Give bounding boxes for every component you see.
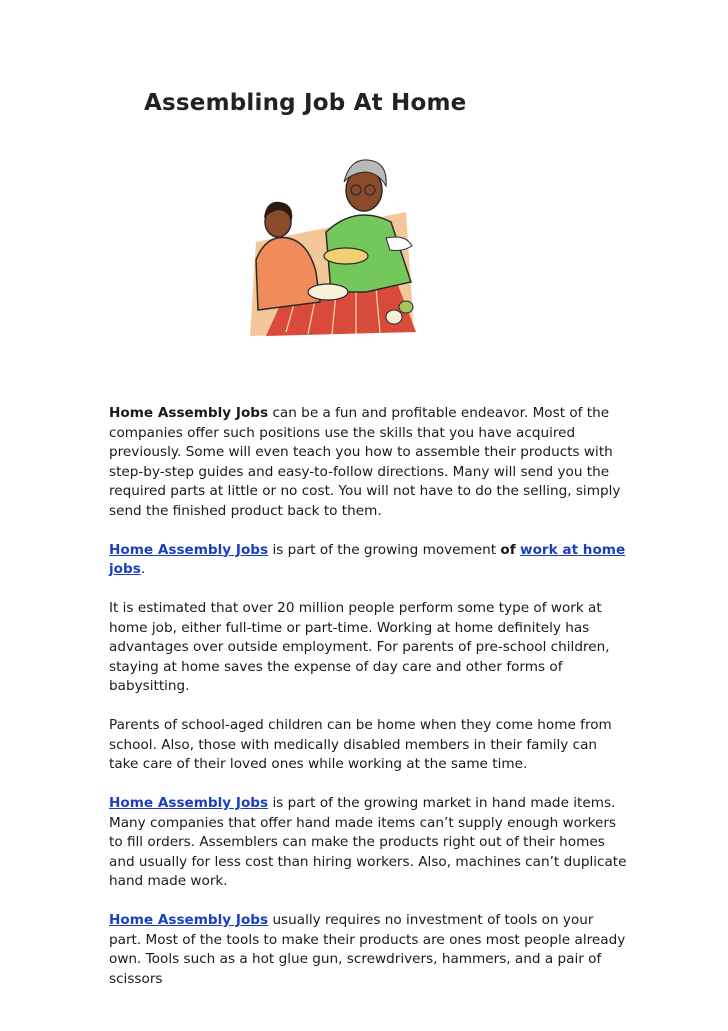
paragraph-3: It is estimated that over 20 million people perform some type of work at home job, either full-time or part-time. Working at home definitely has advantages over outside employment. For parents of pre-school children, staying at home saves the expense of day care and other forms of babysitting.: [109, 600, 610, 694]
paragraph-6-text: usually requires no investment of tools on your part. Most of the tools to make their products are ones most people already own. Tools such as a hot glue gun, screwdrivers, hammers, and a pair of scissors: [109, 912, 626, 987]
work-at-home-jobs-link[interactable]: work at home jobs: [109, 541, 626, 577]
paragraph-2-text: is part of the growing movement: [268, 541, 501, 558]
paragraph-2: [109, 541, 629, 580]
bold-of: of: [500, 541, 516, 558]
paragraph-4: Parents of school-aged children can be home when they come home from school. Also, those with medically disabled members in their family can take care of their loved ones while working at the same time.: [109, 717, 612, 772]
paragraph-1-text: can be a fun and profitable endeavor. Most of the companies offer such positions use the skills that you have acquired previously. Some will even teach you how to assemble their products with step-by-step guides and easy-to-follow directions. Many will send you the required parts at little or no cost. You will not have to do the selling, simply send the finished product back to them.: [109, 405, 621, 519]
bold-lead-term: Home Assembly Jobs: [109, 405, 269, 421]
home-assembly-jobs-link[interactable]: Home Assembly Jobs: [109, 912, 269, 928]
paragraph-6: [109, 911, 629, 989]
page-title: Assembling Job At Home: [144, 90, 467, 116]
article-body: [109, 404, 629, 1009]
paragraph-5-text: is part of the growing market in hand made items. Many companies that offer hand made items can’t supply enough workers to fill orders. Assemblers can make the products right out of their homes and usually for less cost than hiring workers. Also, machines can’t duplicate hand made work.: [109, 795, 627, 889]
paragraph-5: [109, 794, 629, 892]
clipart-illustration: [246, 142, 416, 338]
paragraph-2-end: .: [140, 561, 146, 577]
home-assembly-jobs-link[interactable]: Home Assembly Jobs: [109, 795, 269, 811]
paragraph-1: [109, 404, 629, 521]
home-assembly-jobs-link[interactable]: Home Assembly Jobs: [109, 541, 269, 558]
